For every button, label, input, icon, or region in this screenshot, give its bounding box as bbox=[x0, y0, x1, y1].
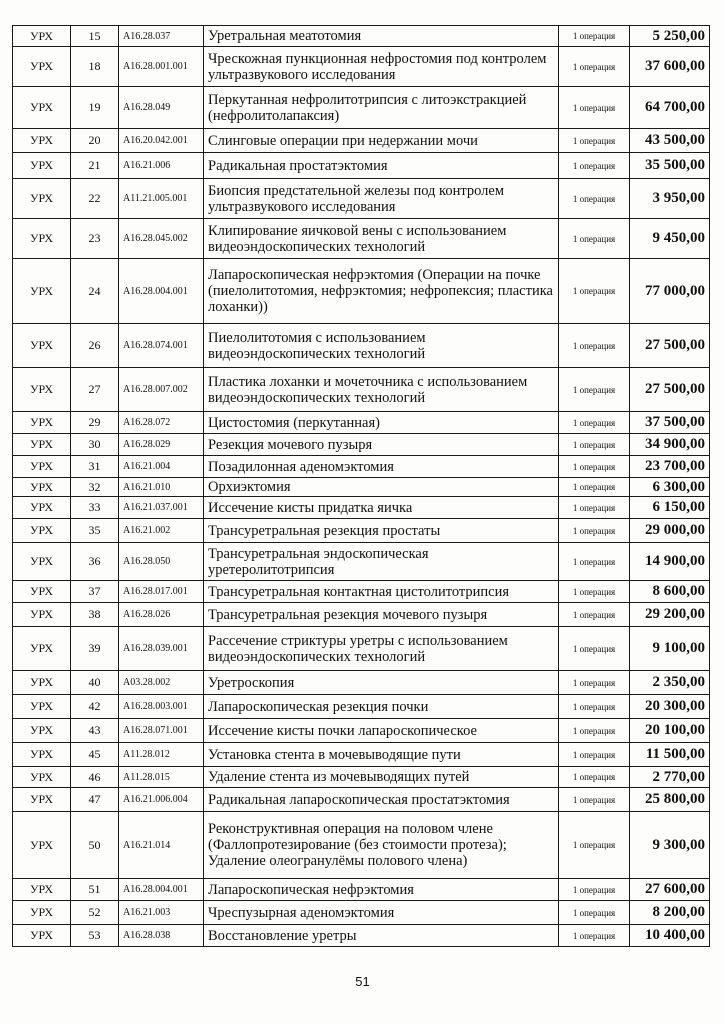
department-cell: УРХ bbox=[13, 478, 71, 497]
department-cell: УРХ bbox=[13, 434, 71, 456]
service-code-cell: A16.20.042.001 bbox=[119, 129, 204, 153]
service-code-cell: A16.21.010 bbox=[119, 478, 204, 497]
department-cell: УРХ bbox=[13, 788, 71, 812]
price-cell: 77 000,00 bbox=[630, 259, 710, 324]
service-code-cell: A16.21.006.004 bbox=[119, 788, 204, 812]
row-number-cell: 32 bbox=[71, 478, 119, 497]
unit-cell: 1 операция bbox=[559, 719, 630, 743]
service-name-cell: Цистостомия (перкутанная) bbox=[204, 412, 559, 434]
service-code-cell: A16.28.039.001 bbox=[119, 627, 204, 671]
price-cell: 37 600,00 bbox=[630, 47, 710, 87]
department-cell: УРХ bbox=[13, 603, 71, 627]
service-name-cell: Восстановление уретры bbox=[204, 925, 559, 947]
service-name-cell: Позадилонная аденомэктомия bbox=[204, 456, 559, 478]
table-row bbox=[13, 695, 710, 719]
service-name-cell: Лапароскопическая резекция почки bbox=[204, 695, 559, 719]
service-code-cell: A11.28.012 bbox=[119, 743, 204, 767]
service-name-cell: Трансуретральная резекция простаты bbox=[204, 519, 559, 543]
service-name-cell: Радикальная лапароскопическая простатэктомия bbox=[204, 788, 559, 812]
table-row bbox=[13, 925, 710, 947]
service-code-cell: A16.21.037.001 bbox=[119, 497, 204, 519]
price-cell: 23 700,00 bbox=[630, 456, 710, 478]
unit-cell: 1 операция bbox=[559, 456, 630, 478]
table-row bbox=[13, 812, 710, 879]
table-row bbox=[13, 719, 710, 743]
row-number-cell: 38 bbox=[71, 603, 119, 627]
unit-cell: 1 операция bbox=[559, 879, 630, 901]
service-name-cell: Перкутанная нефролитотрипсия с литоэкстракцией (нефролитолапаксия) bbox=[204, 87, 559, 129]
service-name-cell: Реконструктивная операция на половом члене (Фаллопротезирование (без стоимости протеза); Удаление олеогранулёмы полового члена) bbox=[204, 812, 559, 879]
service-name-cell: Клипирование яичковой вены с использованием видеоэндоскопических технологий bbox=[204, 219, 559, 259]
table-row bbox=[13, 179, 710, 219]
service-code-cell: A16.28.071.001 bbox=[119, 719, 204, 743]
price-cell: 29 000,00 bbox=[630, 519, 710, 543]
table-row bbox=[13, 603, 710, 627]
row-number-cell: 35 bbox=[71, 519, 119, 543]
price-cell: 8 200,00 bbox=[630, 901, 710, 925]
table-row bbox=[13, 324, 710, 368]
department-cell: УРХ bbox=[13, 543, 71, 581]
department-cell: УРХ bbox=[13, 497, 71, 519]
price-cell: 20 100,00 bbox=[630, 719, 710, 743]
table-row bbox=[13, 153, 710, 179]
unit-cell: 1 операция bbox=[559, 603, 630, 627]
unit-cell: 1 операция bbox=[559, 259, 630, 324]
row-number-cell: 22 bbox=[71, 179, 119, 219]
row-number-cell: 37 bbox=[71, 581, 119, 603]
service-name-cell: Трансуретральная эндоскопическая уретеролитотрипсия bbox=[204, 543, 559, 581]
unit-cell: 1 операция bbox=[559, 153, 630, 179]
unit-cell: 1 операция bbox=[559, 627, 630, 671]
service-name-cell: Уретроскопия bbox=[204, 671, 559, 695]
price-cell: 9 300,00 bbox=[630, 812, 710, 879]
row-number-cell: 18 bbox=[71, 47, 119, 87]
unit-cell: 1 операция bbox=[559, 87, 630, 129]
table-row bbox=[13, 519, 710, 543]
row-number-cell: 29 bbox=[71, 412, 119, 434]
department-cell: УРХ bbox=[13, 47, 71, 87]
department-cell: УРХ bbox=[13, 743, 71, 767]
service-code-cell: A16.21.014 bbox=[119, 812, 204, 879]
department-cell: УРХ bbox=[13, 812, 71, 879]
department-cell: УРХ bbox=[13, 153, 71, 179]
department-cell: УРХ bbox=[13, 412, 71, 434]
service-code-cell: A16.28.049 bbox=[119, 87, 204, 129]
department-cell: УРХ bbox=[13, 695, 71, 719]
service-name-cell: Слинговые операции при недержании мочи bbox=[204, 129, 559, 153]
table-row bbox=[13, 87, 710, 129]
service-code-cell: A16.28.026 bbox=[119, 603, 204, 627]
unit-cell: 1 операция bbox=[559, 497, 630, 519]
unit-cell: 1 операция bbox=[559, 812, 630, 879]
row-number-cell: 19 bbox=[71, 87, 119, 129]
row-number-cell: 27 bbox=[71, 368, 119, 412]
service-code-cell: A16.28.038 bbox=[119, 925, 204, 947]
service-name-cell: Лапароскопическая нефрэктомия bbox=[204, 879, 559, 901]
service-code-cell: A16.21.003 bbox=[119, 901, 204, 925]
row-number-cell: 33 bbox=[71, 497, 119, 519]
table-row bbox=[13, 879, 710, 901]
unit-cell: 1 операция bbox=[559, 434, 630, 456]
service-code-cell: A16.28.007.002 bbox=[119, 368, 204, 412]
service-code-cell: A03.28.002 bbox=[119, 671, 204, 695]
price-cell: 9 450,00 bbox=[630, 219, 710, 259]
table-row bbox=[13, 129, 710, 153]
service-code-cell: A16.21.006 bbox=[119, 153, 204, 179]
row-number-cell: 40 bbox=[71, 671, 119, 695]
service-name-cell: Лапароскопическая нефрэктомия (Операции на почке (пиелолитотомия, нефрэктомия; нефропексия; пластика лоханки)) bbox=[204, 259, 559, 324]
unit-cell: 1 операция bbox=[559, 901, 630, 925]
service-code-cell: A11.28.015 bbox=[119, 767, 204, 788]
unit-cell: 1 операция bbox=[559, 925, 630, 947]
price-cell: 35 500,00 bbox=[630, 153, 710, 179]
department-cell: УРХ bbox=[13, 519, 71, 543]
unit-cell: 1 операция bbox=[559, 788, 630, 812]
service-code-cell: A16.21.004 bbox=[119, 456, 204, 478]
service-name-cell: Резекция мочевого пузыря bbox=[204, 434, 559, 456]
price-cell: 10 400,00 bbox=[630, 925, 710, 947]
price-cell: 3 950,00 bbox=[630, 179, 710, 219]
unit-cell: 1 операция bbox=[559, 368, 630, 412]
service-code-cell: A16.28.029 bbox=[119, 434, 204, 456]
department-cell: УРХ bbox=[13, 671, 71, 695]
unit-cell: 1 операция bbox=[559, 743, 630, 767]
table-row bbox=[13, 627, 710, 671]
unit-cell: 1 операция bbox=[559, 47, 630, 87]
department-cell: УРХ bbox=[13, 219, 71, 259]
table-row bbox=[13, 456, 710, 478]
unit-cell: 1 операция bbox=[559, 581, 630, 603]
price-cell: 20 300,00 bbox=[630, 695, 710, 719]
price-cell: 64 700,00 bbox=[630, 87, 710, 129]
row-number-cell: 47 bbox=[71, 788, 119, 812]
department-cell: УРХ bbox=[13, 368, 71, 412]
service-code-cell: A16.28.017.001 bbox=[119, 581, 204, 603]
price-list-body bbox=[13, 26, 710, 947]
price-cell: 9 100,00 bbox=[630, 627, 710, 671]
row-number-cell: 26 bbox=[71, 324, 119, 368]
service-name-cell: Установка стента в мочевыводящие пути bbox=[204, 743, 559, 767]
row-number-cell: 39 bbox=[71, 627, 119, 671]
service-name-cell: Пластика лоханки и мочеточника с использованием видеоэндоскопических технологий bbox=[204, 368, 559, 412]
service-name-cell: Удаление стента из мочевыводящих путей bbox=[204, 767, 559, 788]
service-name-cell: Радикальная простатэктомия bbox=[204, 153, 559, 179]
unit-cell: 1 операция bbox=[559, 26, 630, 47]
price-cell: 27 600,00 bbox=[630, 879, 710, 901]
service-code-cell: A16.28.037 bbox=[119, 26, 204, 47]
service-name-cell: Трансуретральная резекция мочевого пузыря bbox=[204, 603, 559, 627]
row-number-cell: 30 bbox=[71, 434, 119, 456]
table-row bbox=[13, 47, 710, 87]
service-code-cell: A16.28.004.001 bbox=[119, 259, 204, 324]
department-cell: УРХ bbox=[13, 879, 71, 901]
service-name-cell: Орхиэктомия bbox=[204, 478, 559, 497]
service-name-cell: Трансуретральная контактная цистолитотрипсия bbox=[204, 581, 559, 603]
row-number-cell: 43 bbox=[71, 719, 119, 743]
table-row bbox=[13, 368, 710, 412]
department-cell: УРХ bbox=[13, 925, 71, 947]
page-number: 51 bbox=[355, 974, 370, 989]
table-row bbox=[13, 434, 710, 456]
service-name-cell: Чрескожная пункционная нефростомия под контролем ультразвукового исследования bbox=[204, 47, 559, 87]
price-cell: 37 500,00 bbox=[630, 412, 710, 434]
price-cell: 25 800,00 bbox=[630, 788, 710, 812]
service-code-cell: A16.28.004.001 bbox=[119, 879, 204, 901]
service-code-cell: A16.28.001.001 bbox=[119, 47, 204, 87]
row-number-cell: 21 bbox=[71, 153, 119, 179]
row-number-cell: 46 bbox=[71, 767, 119, 788]
unit-cell: 1 операция bbox=[559, 412, 630, 434]
unit-cell: 1 операция bbox=[559, 219, 630, 259]
service-name-cell: Пиелолитотомия с использованием видеоэндоскопических технологий bbox=[204, 324, 559, 368]
service-code-cell: A16.28.045.002 bbox=[119, 219, 204, 259]
table-row bbox=[13, 412, 710, 434]
row-number-cell: 15 bbox=[71, 26, 119, 47]
department-cell: УРХ bbox=[13, 719, 71, 743]
department-cell: УРХ bbox=[13, 901, 71, 925]
unit-cell: 1 операция bbox=[559, 324, 630, 368]
price-cell: 43 500,00 bbox=[630, 129, 710, 153]
price-cell: 27 500,00 bbox=[630, 324, 710, 368]
table-row bbox=[13, 543, 710, 581]
table-row bbox=[13, 497, 710, 519]
price-cell: 6 150,00 bbox=[630, 497, 710, 519]
row-number-cell: 52 bbox=[71, 901, 119, 925]
row-number-cell: 53 bbox=[71, 925, 119, 947]
unit-cell: 1 операция bbox=[559, 129, 630, 153]
service-code-cell: A16.21.002 bbox=[119, 519, 204, 543]
table-row bbox=[13, 671, 710, 695]
unit-cell: 1 операция bbox=[559, 671, 630, 695]
service-name-cell: Биопсия предстательной железы под контролем ультразвукового исследования bbox=[204, 179, 559, 219]
service-code-cell: A16.28.003.001 bbox=[119, 695, 204, 719]
service-name-cell: Чреспузырная аденомэктомия bbox=[204, 901, 559, 925]
row-number-cell: 31 bbox=[71, 456, 119, 478]
department-cell: УРХ bbox=[13, 87, 71, 129]
price-cell: 34 900,00 bbox=[630, 434, 710, 456]
table-row bbox=[13, 901, 710, 925]
price-cell: 2 350,00 bbox=[630, 671, 710, 695]
department-cell: УРХ bbox=[13, 324, 71, 368]
service-name-cell: Рассечение стриктуры уретры с использованием видеоэндоскопических технологий bbox=[204, 627, 559, 671]
price-cell: 8 600,00 bbox=[630, 581, 710, 603]
row-number-cell: 45 bbox=[71, 743, 119, 767]
service-name-cell: Иссечение кисты почки лапароскопическое bbox=[204, 719, 559, 743]
row-number-cell: 23 bbox=[71, 219, 119, 259]
table-row bbox=[13, 767, 710, 788]
department-cell: УРХ bbox=[13, 179, 71, 219]
unit-cell: 1 операция bbox=[559, 519, 630, 543]
service-code-cell: A16.28.072 bbox=[119, 412, 204, 434]
table-row bbox=[13, 743, 710, 767]
price-cell: 2 770,00 bbox=[630, 767, 710, 788]
service-code-cell: A16.28.050 bbox=[119, 543, 204, 581]
table-row bbox=[13, 478, 710, 497]
price-cell: 14 900,00 bbox=[630, 543, 710, 581]
price-cell: 11 500,00 bbox=[630, 743, 710, 767]
department-cell: УРХ bbox=[13, 581, 71, 603]
department-cell: УРХ bbox=[13, 767, 71, 788]
service-name-cell: Уретральная меатотомия bbox=[204, 26, 559, 47]
table-row bbox=[13, 581, 710, 603]
price-cell: 29 200,00 bbox=[630, 603, 710, 627]
price-cell: 27 500,00 bbox=[630, 368, 710, 412]
price-list-table bbox=[12, 25, 710, 947]
row-number-cell: 42 bbox=[71, 695, 119, 719]
table-row bbox=[13, 259, 710, 324]
unit-cell: 1 операция bbox=[559, 478, 630, 497]
table-row bbox=[13, 788, 710, 812]
row-number-cell: 24 bbox=[71, 259, 119, 324]
department-cell: УРХ bbox=[13, 259, 71, 324]
price-cell: 5 250,00 bbox=[630, 26, 710, 47]
table-row bbox=[13, 26, 710, 47]
department-cell: УРХ bbox=[13, 26, 71, 47]
department-cell: УРХ bbox=[13, 456, 71, 478]
department-cell: УРХ bbox=[13, 627, 71, 671]
unit-cell: 1 операция bbox=[559, 543, 630, 581]
unit-cell: 1 операция bbox=[559, 695, 630, 719]
service-name-cell: Иссечение кисты придатка яичка bbox=[204, 497, 559, 519]
table-row bbox=[13, 219, 710, 259]
service-code-cell: A11.21.005.001 bbox=[119, 179, 204, 219]
row-number-cell: 20 bbox=[71, 129, 119, 153]
price-cell: 6 300,00 bbox=[630, 478, 710, 497]
service-code-cell: A16.28.074.001 bbox=[119, 324, 204, 368]
row-number-cell: 50 bbox=[71, 812, 119, 879]
department-cell: УРХ bbox=[13, 129, 71, 153]
unit-cell: 1 операция bbox=[559, 179, 630, 219]
row-number-cell: 36 bbox=[71, 543, 119, 581]
unit-cell: 1 операция bbox=[559, 767, 630, 788]
row-number-cell: 51 bbox=[71, 879, 119, 901]
